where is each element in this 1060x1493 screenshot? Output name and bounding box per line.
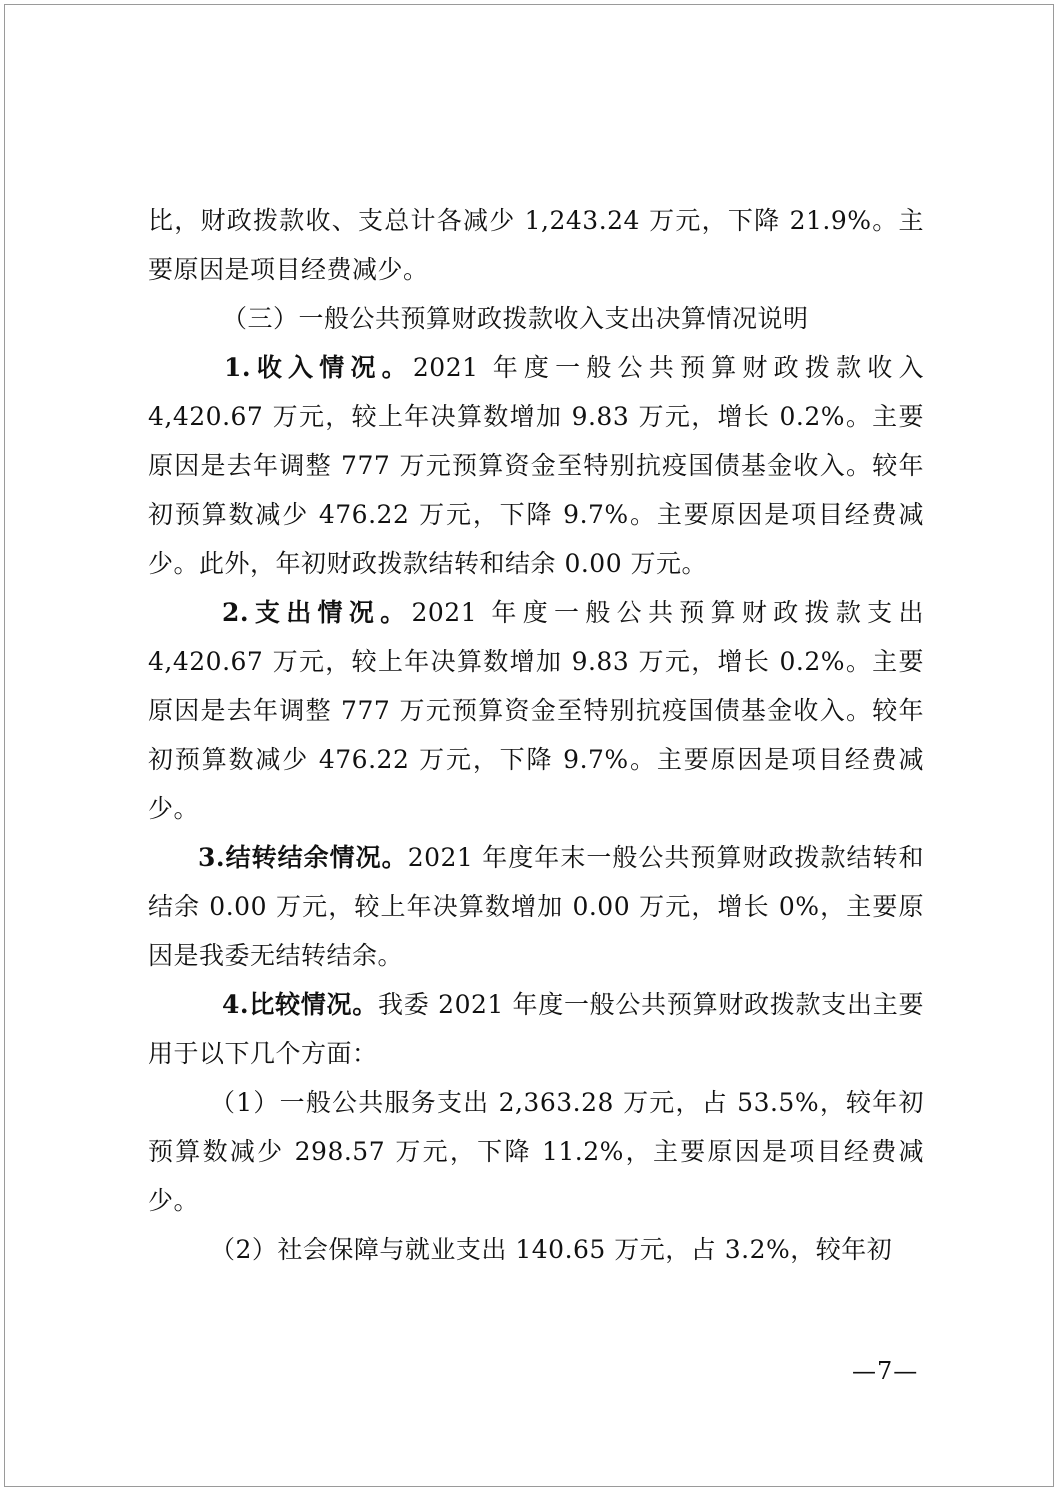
document-body	[148, 196, 924, 1274]
paragraph-text: 2021 年度一般公共预算财政拨款支出 4,420.67 万元，较上年决算数增加 9.83 万元，增长 0.2%。主要原因是去年调整 777 万元预算资金至特别抗疫国债基金收入。较年初预算数减少 476.22 万元，下降 9.7%。主要原因是项目经费减少。	[148, 598, 924, 823]
paragraph-carryover	[148, 833, 924, 980]
paragraph-text: （2）社会保障与就业支出 140.65 万元，占 3.2%，较年初	[210, 1235, 893, 1264]
paragraph-lead: 1.收入情况。	[224, 353, 413, 382]
paragraph-text: （1）一般公共服务支出 2,363.28 万元，占 53.5%，较年初预算数减少 298.57 万元，下降 11.2%，主要原因是项目经费减少。	[148, 1088, 924, 1215]
paragraph-expenditure	[148, 588, 924, 833]
paragraph-income	[148, 343, 924, 588]
page-number: —7—	[852, 1357, 919, 1385]
paragraph-lead: 3.结转结余情况。	[198, 843, 408, 872]
paragraph-text: 比，财政拨款收、支总计各减少 1,243.24 万元，下降 21.9%。主要原因是项目经费减少。	[148, 206, 924, 284]
section-heading	[148, 294, 924, 343]
paragraph-lead: 4.比较情况。	[222, 990, 379, 1019]
paragraph-item-2	[148, 1225, 924, 1274]
paragraph-text: 2021 年度年末一般公共预算财政拨款结转和结余 0.00 万元，较上年决算数增加 0.00 万元，增长 0%，主要原因是我委无结转结余。	[148, 843, 924, 970]
paragraph-lead: 2.支出情况。	[222, 598, 412, 627]
paragraph-text: 2021 年度一般公共预算财政拨款收入 4,420.67 万元，较上年决算数增加 9.83 万元，增长 0.2%。主要原因是去年调整 777 万元预算资金至特别抗疫国债基金收入。较年初预算数减少 476.22 万元，下降 9.7%。主要原因是项目经费减少。此外，年初财政拨款结转和结余 0.00 万元。	[148, 353, 924, 578]
paragraph-item-1	[148, 1078, 924, 1225]
paragraph-comparison	[148, 980, 924, 1078]
paragraph-text: 我委 2021 年度一般公共预算财政拨款支出主要用于以下几个方面：	[148, 990, 924, 1068]
paragraph-continuation	[148, 196, 924, 294]
paragraph-text: （三）一般公共预算财政拨款收入支出决算情况说明	[222, 304, 809, 333]
